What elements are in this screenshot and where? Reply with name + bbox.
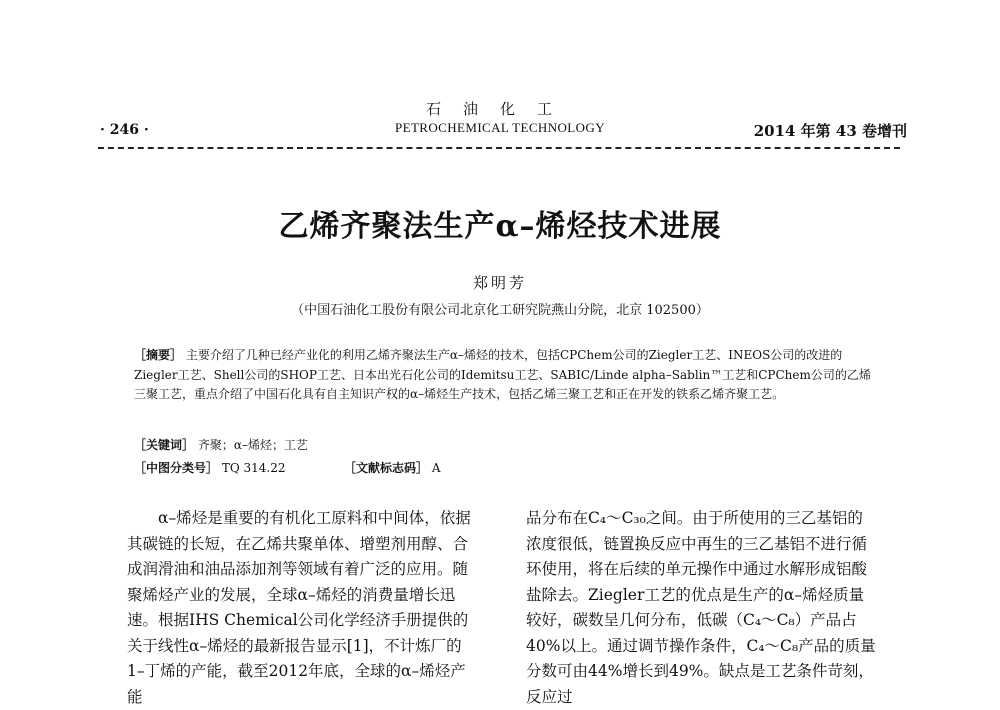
document-code (344, 459, 441, 476)
article-title: 乙烯齐聚法生产α–烯烃技术进展 (278, 209, 722, 244)
keywords-label: ［关键词］ (134, 438, 195, 452)
issue-info: 2014 年第 43 卷增刊 (753, 122, 907, 140)
article-author: 郑明芳 (472, 274, 527, 292)
author-affiliation: （中国石油化工股份有限公司北京化工研究院燕山分院，北京 102500） (291, 303, 709, 318)
doccode-label: ［文献标志码］ (344, 461, 429, 475)
abstract-text: 主要介绍了几种已经产业化的利用乙烯齐聚法生产α–烯烃的技术，包括CPChem公司的Ziegler工艺、INEOS公司的改进的Ziegler工艺、Shell公司的SHOP工艺、日本出光石化公司的Idemitsu工艺、SABIC/Linde alpha–Sablin™工艺和CPChem公司的乙烯三聚工艺，重点介绍了中国石化具有自主知识产权的α–烯烃生产技术，包括乙烯三聚工艺和正在开发的铁系乙烯齐聚工艺。 (134, 348, 871, 401)
classification-code: TQ 314.22 (221, 461, 286, 475)
abstract (134, 346, 874, 405)
keywords-text: 齐聚；α–烯烃；工艺 (197, 438, 308, 452)
page-number: · 246 · (100, 122, 149, 138)
abstract-label: ［摘要］ (134, 348, 183, 362)
classification-label: ［中图分类号］ (134, 461, 219, 475)
body-column-right: 品分布在C₄～C₃₀之间。由于所使用的三乙基铝的浓度很低，链置换反应中再生的三乙基铝不进行循环使用，将在后续的单元操作中通过水解形成铝酸盐除去。Ziegler工艺的优点是生产的α–烯烃质量较好，碳数呈几何分布，低碳（C₄～C₈）产品占40%以上。通过调节操作条件，C₄～C₈产品的质量分数可由44%增长到49%。缺点是工艺条件苛刻，反应过 (526, 509, 876, 706)
doccode-value: A (431, 461, 441, 475)
body-column-left: α–烯烃是重要的有机化工原料和中间体，依据其碳链的长短，在乙烯共聚单体、增塑剂用醇、合成润滑油和油品添加剂等领域有着广泛的应用。随聚烯烃产业的发展，全球α–烯烃的消费量增长迅速。根据IHS Chemical公司化学经济手册提供的关于线性α–烯烃的最新报告显示[1]，不计炼厂的1–丁烯的产能，截至2012年底，全球的α–烯烃产能 (127, 509, 471, 706)
journal-name-cn: 石油化工 (425, 100, 574, 118)
journal-name-en: PETROCHEMICAL TECHNOLOGY (394, 120, 605, 135)
keywords (134, 436, 308, 453)
classification (134, 459, 286, 476)
header-rule (98, 147, 900, 149)
